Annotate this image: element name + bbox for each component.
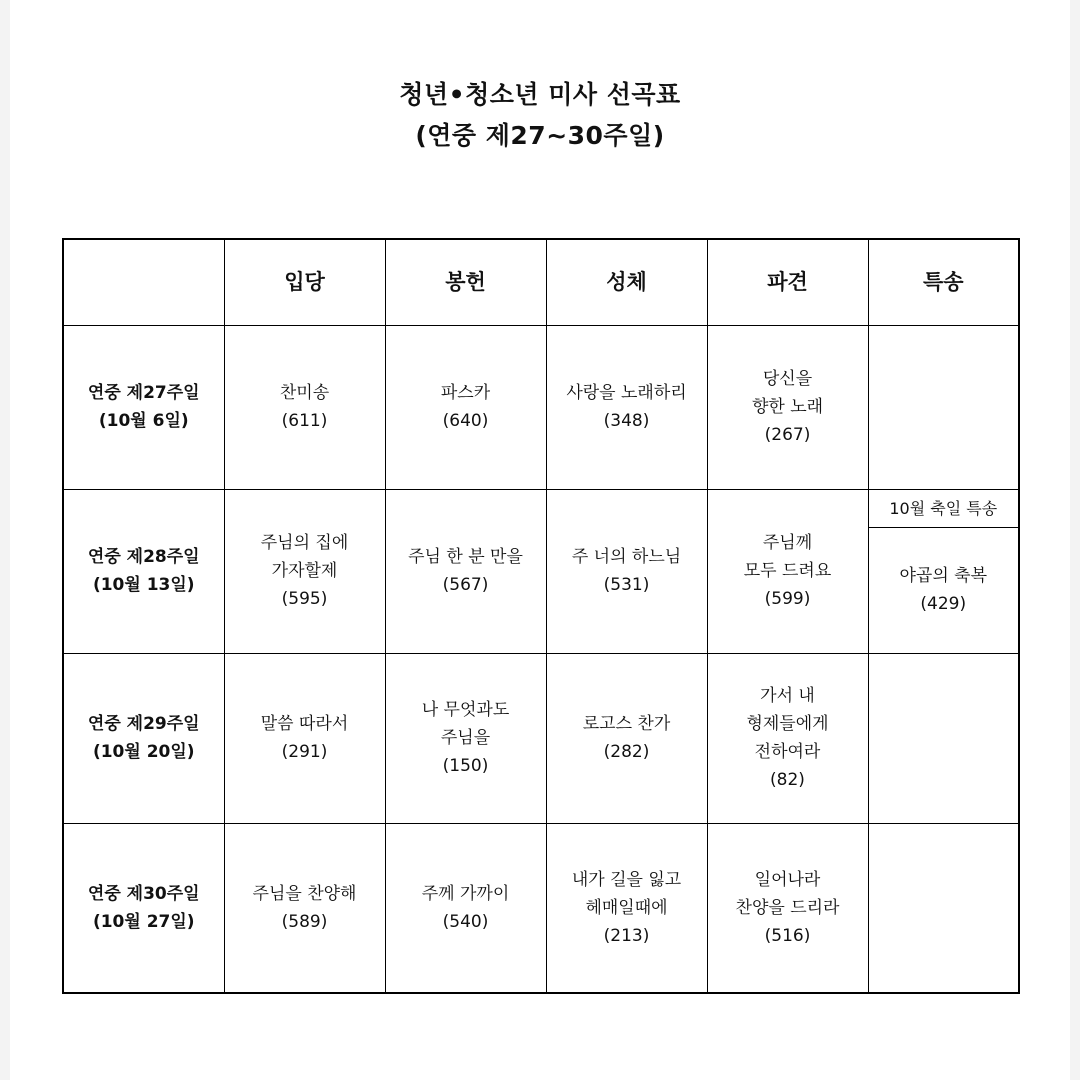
special-cell-empty [868, 823, 1019, 993]
song-title: 주께 가까이 [421, 883, 510, 904]
song-number: (595) [281, 589, 328, 609]
song-title: 당신을 [762, 369, 813, 389]
week-cell [63, 823, 224, 993]
song-title: 내가 길을 잃고 [571, 869, 682, 890]
dismissal-cell [707, 325, 868, 489]
song-title: 주님의 집에 [260, 533, 349, 553]
song-number: (348) [603, 411, 650, 431]
table-row [63, 325, 1019, 489]
communion-cell [546, 653, 707, 823]
song-number: (82) [770, 770, 805, 790]
dismissal-cell [707, 653, 868, 823]
song-title: 전하여라 [754, 742, 821, 762]
song-number: (267) [764, 425, 811, 445]
song-title: 주님을 [440, 728, 491, 748]
song-title: 사랑을 노래하리 [566, 383, 687, 403]
song-schedule-table [62, 238, 1020, 994]
song-title: 야곱의 축복 [899, 566, 987, 586]
offertory-cell [385, 653, 546, 823]
entrance-cell [224, 325, 385, 489]
week-name: 연중 제30주일 [87, 883, 200, 904]
song-title: 가자할제 [271, 561, 338, 581]
special-song [869, 528, 1019, 653]
song-number: (291) [281, 742, 328, 762]
song-title: 나 무엇과도 [421, 700, 510, 720]
week-cell [63, 489, 224, 653]
song-title: 모두 드려요 [743, 561, 832, 581]
song-title: 헤매일때에 [585, 897, 668, 918]
header-offertory: 봉헌 [385, 239, 546, 325]
entrance-cell [224, 823, 385, 993]
offertory-cell [385, 489, 546, 653]
table-row [63, 489, 1019, 653]
dismissal-cell [707, 823, 868, 993]
table-row [63, 823, 1019, 993]
header-special: 특송 [868, 239, 1019, 325]
special-cell-empty [868, 653, 1019, 823]
week-name: 연중 제27주일 [87, 383, 200, 403]
song-number: (531) [603, 575, 650, 595]
communion-cell [546, 823, 707, 993]
week-name: 연중 제29주일 [87, 714, 200, 734]
song-number: (150) [442, 756, 489, 776]
special-song-heading: 10월 축일 특송 [869, 490, 1019, 528]
header-corner [63, 239, 224, 325]
song-title: 파스카 [440, 383, 491, 403]
week-date: (10월 6일) [98, 411, 189, 431]
special-cell [868, 489, 1019, 653]
week-date: (10월 27일) [92, 911, 195, 932]
week-cell [63, 325, 224, 489]
special-cell-empty [868, 325, 1019, 489]
song-number: (429) [920, 594, 967, 614]
song-title: 찬양을 드리라 [735, 897, 840, 918]
song-title: 형제들에게 [746, 714, 829, 734]
song-number: (599) [764, 589, 811, 609]
song-title: 주님을 찬양해 [252, 883, 357, 904]
header-dismissal: 파견 [707, 239, 868, 325]
song-title: 향한 노래 [751, 397, 824, 417]
song-number: (516) [764, 925, 811, 946]
song-number: (611) [281, 411, 328, 431]
song-number: (540) [442, 911, 489, 932]
dismissal-cell [707, 489, 868, 653]
entrance-cell [224, 653, 385, 823]
offertory-cell [385, 325, 546, 489]
header-row [63, 239, 1019, 325]
song-number: (213) [603, 925, 650, 946]
song-title: 주 너의 하느님 [571, 547, 682, 567]
song-number: (640) [442, 411, 489, 431]
document-title: 청년•청소년 미사 선곡표 [399, 80, 681, 109]
document-subtitle: (연중 제27~30주일) [415, 121, 665, 150]
song-title: 일어나라 [754, 869, 821, 890]
week-date: (10월 20일) [92, 742, 195, 762]
song-title: 주님께 [762, 533, 813, 553]
communion-cell [546, 489, 707, 653]
song-number: (282) [603, 742, 650, 762]
communion-cell [546, 325, 707, 489]
document-page [10, 0, 1070, 1080]
song-title: 가서 내 [760, 686, 815, 706]
entrance-cell [224, 489, 385, 653]
header-entrance: 입당 [224, 239, 385, 325]
table-row [63, 653, 1019, 823]
song-title: 말씀 따라서 [260, 714, 349, 734]
song-number: (589) [281, 911, 328, 932]
week-cell [63, 653, 224, 823]
song-title: 주님 한 분 만을 [408, 547, 523, 567]
header-communion: 성체 [546, 239, 707, 325]
song-title: 로고스 찬가 [582, 714, 671, 734]
week-name: 연중 제28주일 [87, 547, 200, 567]
song-title: 찬미송 [279, 383, 330, 403]
offertory-cell [385, 823, 546, 993]
song-number: (567) [442, 575, 489, 595]
week-date: (10월 13일) [92, 575, 195, 595]
